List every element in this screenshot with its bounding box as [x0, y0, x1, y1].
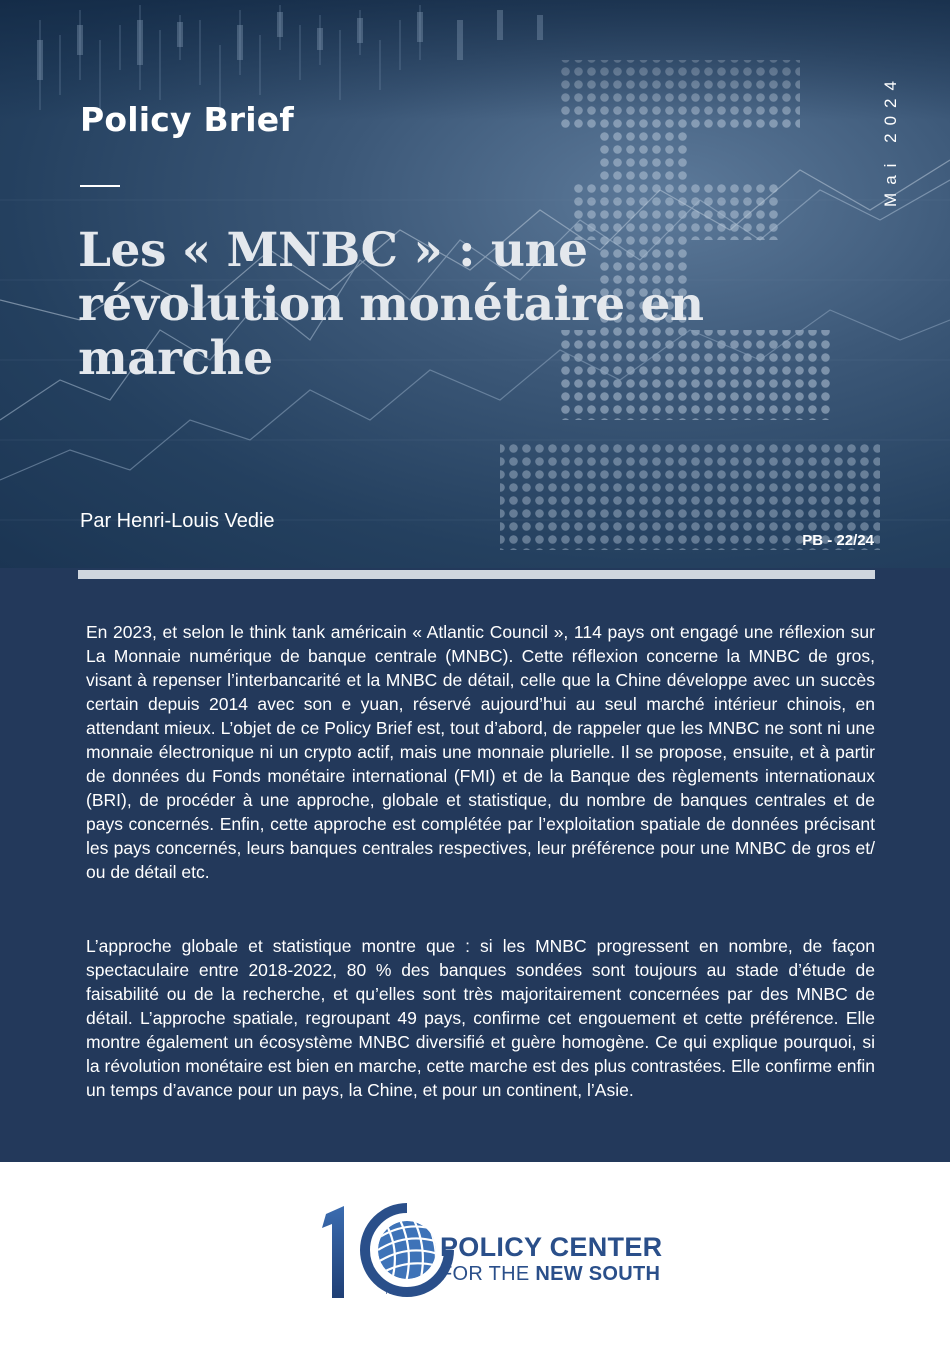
abstract-paragraph-2: L’approche globale et statistique montre que : si les MNBC progressent en nombre, de façon spectaculaire entre 2018-2022, 80 % des banques sondées sont toujours au stade d’étude de faisabilité ou de la recherche, et qu’elles sont très majoritairement concernées par des MNBC de détail. L’approche spatiale, regroupant 49 pays, confirme cet engouement et cette préférence. Elle montre également un écosystème MNBC diversifié et guère homogène. Ce qui explique pourquoi, si la révolution monétaire est bien en marche, cette marche est des plus contrastées. Elle confirme enfin un temps d’avance pour un pays, la Chine, et pour un continent, l’Asie.: [86, 936, 875, 1100]
abstract-paragraph-1: En 2023, et selon le think tank américain « Atlantic Council », 114 pays ont engagé une réflexion sur La Monnaie numérique de banque centrale (MNBC). Cette réflexion concerne la MNBC de gros, visant à repenser l’interbancarité et la MNBC de détail, celle que la Chine développe avec un succès certain depuis 2014 avec son e yuan, réservé aujourd’hui au seul marché intérieur chinois, en attendant mieux. L’objet de ce Policy Brief est, tout d’abord, de rappeler que les MNBC ne sont ni une monnaie électronique ni un crypto actif, mais une monnaie plurielle. Il se propose, ensuite, et à partir de données du Fonds monétaire international (FMI) et de la Banque des règlements internationaux (BRI), de procéder à une approche, globale et statistique, du nombre de banques centrales et de pays concernés. Enfin, cette approche est complétée par l’exploitation spatiale de données précisant les pays concernés, leurs banques centrales respectives, leur préférence pour une MNBC de gros et/ ou de détail etc.: [86, 622, 875, 882]
abstract-panel: [0, 568, 950, 1162]
organization-name: [440, 1234, 662, 1287]
organization-name-line1: POLICY CENTER: [440, 1232, 663, 1262]
logo-digit-one: [322, 1206, 344, 1298]
author-line: Par Henri-Louis Vedie: [80, 510, 275, 532]
organization-name-prefix: FOR THE: [440, 1263, 530, 1285]
globe-icon: [378, 1220, 438, 1282]
cover-header: [0, 0, 950, 568]
publication-date-text: Mai 2024: [881, 73, 900, 207]
logo-years-label: YEARS: [384, 1289, 411, 1296]
organization-name-line2: [440, 1261, 662, 1287]
accent-bar: [78, 570, 875, 579]
series-label: Policy Brief: [80, 100, 294, 139]
brief-code: PB - 22/24: [802, 532, 874, 549]
organization-name-bold: NEW SOUTH: [535, 1263, 661, 1285]
document-title: Les « MNBC » : une révolution monétaire en marche: [78, 223, 704, 386]
footer: [0, 1162, 950, 1348]
title-divider: [80, 185, 120, 187]
